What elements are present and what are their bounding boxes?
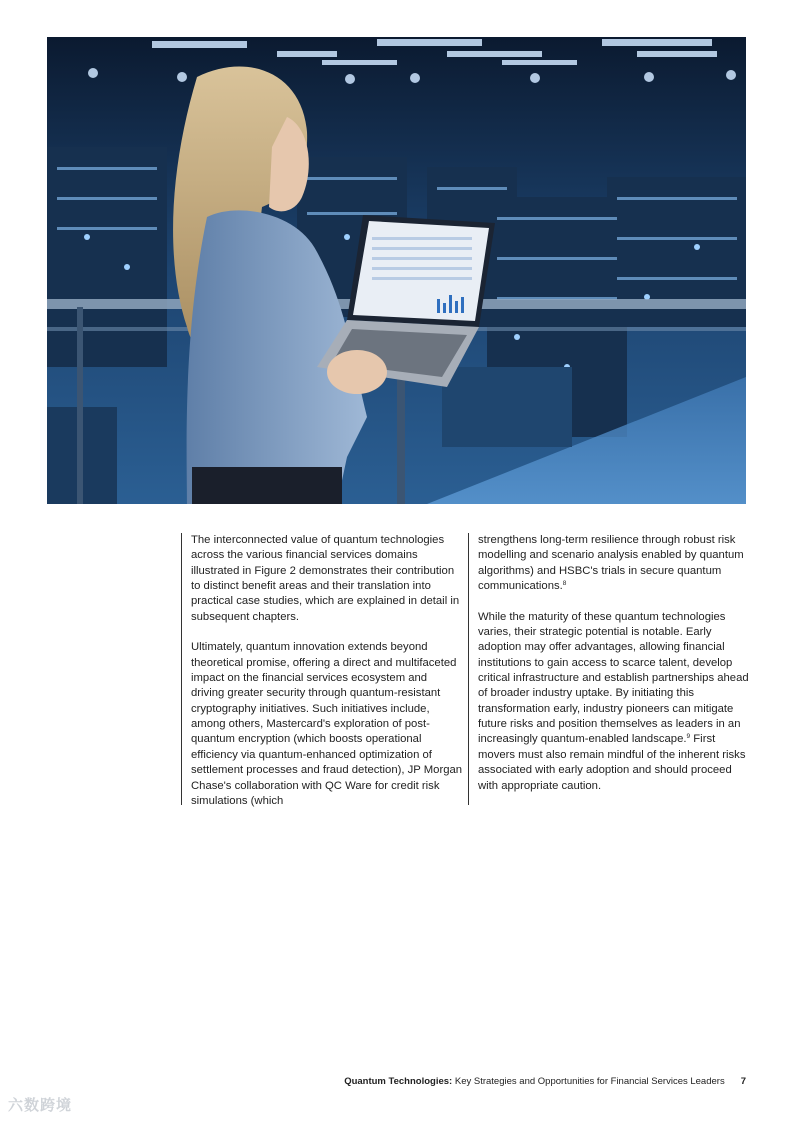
- report-subtitle: Key Strategies and Opportunities for Financial Services Leaders: [452, 1076, 725, 1087]
- paragraph-text: strengthens long-term resilience through robust risk modelling and scenario analysis enabled by quantum algorithms) and HSBC's trials in secure quantum communications.: [478, 534, 744, 593]
- watermark: 六数跨境: [8, 1097, 73, 1114]
- body-column-left: [181, 533, 463, 805]
- paragraph: The interconnected value of quantum technologies across the various financial services domains illustrated in Figure 2 demonstrates their contribution to distinct benefit areas and their translation into practical case studies, which are explained in detail in subsequent chapters.: [191, 534, 460, 623]
- data-centre-photo: [47, 37, 746, 504]
- hero-image: [47, 37, 746, 504]
- report-title: Quantum Technologies:: [344, 1076, 453, 1087]
- page-footer: [344, 1076, 746, 1087]
- paragraph: [478, 533, 753, 594]
- page-number: 7: [740, 1076, 746, 1087]
- paragraph-text: First movers must also remain mindful of the inherent risks associated with early adoption and should proceed with appropriate caution.: [478, 733, 746, 792]
- paragraph: Ultimately, quantum innovation extends beyond theoretical promise, offering a direct and multifaceted impact on the financial services ecosystem and driving greater security through quantum-resistant cryptography initiatives. Such initiatives include, among others, Mastercard's exploration of post-quantum encryption (which boosts operational efficiency via quantum-enhanced optimization of settlement processes and fraud detection), JP Morgan Chase's collaboration with QC Ware for credit risk simulations (which: [191, 641, 463, 807]
- paragraph: [478, 610, 753, 794]
- footnote-ref[interactable]: 9: [686, 733, 691, 741]
- footnote-ref[interactable]: 8: [562, 580, 567, 588]
- body-column-right: [468, 533, 753, 805]
- paragraph-text: While the maturity of these quantum technologies varies, their strategic potential is notable. Early adoption may offer advantages, allowing financial institutions to gain access to scarce talent, develop critical infrastructure and establish partnerships ahead of broader industry uptake. By initiating this transformation early, industry pioneers can mitigate future risks and position themselves as leaders in an increasingly quantum-enabled landscape.: [478, 610, 749, 746]
